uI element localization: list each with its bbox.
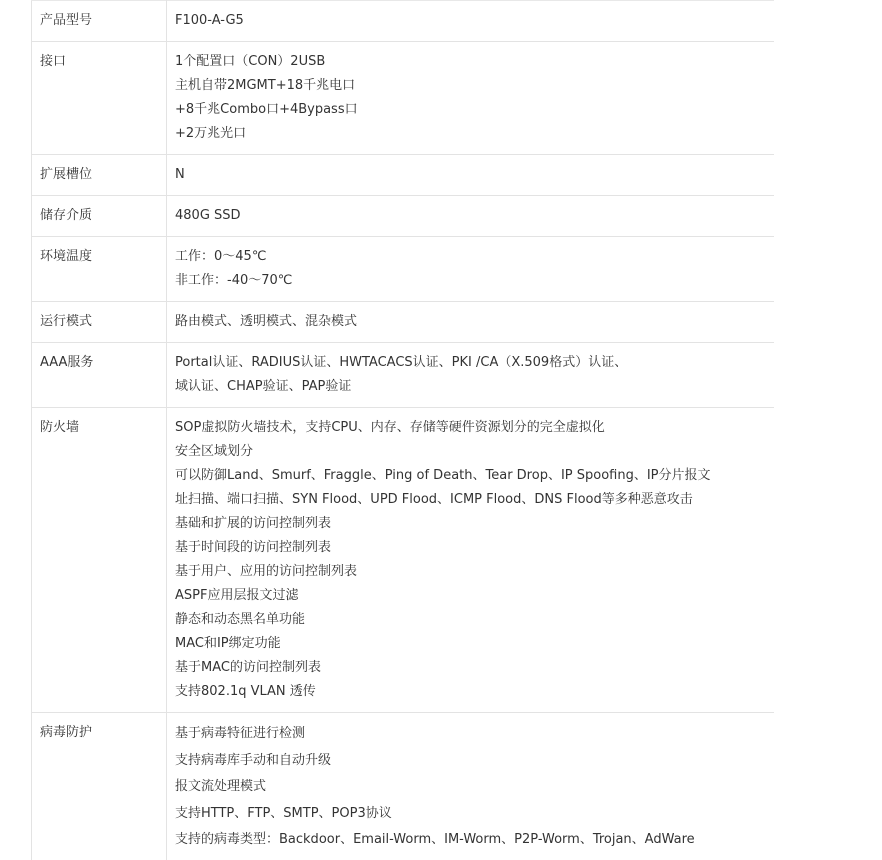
value-line: +2万兆光口 bbox=[175, 126, 247, 141]
value-line: N bbox=[175, 167, 185, 182]
row-value bbox=[167, 302, 775, 343]
row-label: 扩展槽位 bbox=[32, 155, 167, 196]
value-line: 基于用户、应用的访问控制列表 bbox=[175, 564, 358, 579]
value-line: 基于时间段的访问控制列表 bbox=[175, 540, 332, 555]
spec-table bbox=[31, 0, 774, 860]
value-line: 址扫描、端口扫描、SYN Flood、UPD Flood、ICMP Flood、DNS Flood等多种恶意攻击 bbox=[175, 492, 693, 507]
value-line: 可以防御Land、Smurf、Fraggle、Ping of Death、Tear Drop、IP Spoofing、IP分片报文 bbox=[175, 468, 711, 483]
row-value bbox=[167, 42, 775, 155]
value-line: 主机自带2MGMT+18千兆电口 bbox=[175, 78, 356, 93]
row-label: 运行模式 bbox=[32, 302, 167, 343]
row-value bbox=[167, 1, 775, 42]
value-line: 支持病毒库手动和自动升级 bbox=[175, 752, 332, 768]
value-line: SOP虚拟防火墙技术，支持CPU、内存、存储等硬件资源划分的完全虚拟化 bbox=[175, 420, 605, 435]
value-line: 480G SSD bbox=[175, 208, 241, 223]
row-label: 储存介质 bbox=[32, 196, 167, 237]
value-line: 基于病毒特征进行检测 bbox=[175, 726, 306, 741]
value-line: 基于MAC的访问控制列表 bbox=[175, 660, 321, 675]
spec-row-run-mode bbox=[32, 302, 775, 343]
value-line: 支持的病毒类型：Backdoor、Email-Worm、IM-Worm、P2P-Worm、Trojan、AdWare bbox=[175, 832, 695, 848]
row-value bbox=[167, 408, 775, 713]
row-value bbox=[167, 196, 775, 237]
row-label: 病毒防护 bbox=[32, 713, 167, 860]
value-line: 报文流处理模式 bbox=[175, 779, 267, 795]
spec-row-temperature bbox=[32, 237, 775, 302]
value-line: 静态和动态黑名单功能 bbox=[175, 612, 306, 627]
value-line: 域认证、CHAP验证、PAP验证 bbox=[175, 379, 352, 394]
spec-row-model bbox=[32, 1, 775, 42]
row-value bbox=[167, 713, 775, 860]
row-label: AAA服务 bbox=[32, 343, 167, 408]
value-line: ASPF应用层报文过滤 bbox=[175, 588, 299, 603]
spec-row-firewall bbox=[32, 408, 775, 713]
value-line: Portal认证、RADIUS认证、HWTACACS认证、PKI /CA（X.509格式）认证、 bbox=[175, 355, 628, 370]
value-line: 工作：0～45℃ bbox=[175, 249, 267, 264]
spec-row-virus-protection bbox=[32, 713, 775, 860]
row-value bbox=[167, 343, 775, 408]
value-line: +8千兆Combo口+4Bypass口 bbox=[175, 102, 358, 117]
value-line: 路由模式、透明模式、混杂模式 bbox=[175, 314, 358, 329]
value-line: 支持802.1q VLAN 透传 bbox=[175, 684, 316, 699]
row-value bbox=[167, 237, 775, 302]
value-line: 1个配置口（CON）2USB bbox=[175, 54, 326, 69]
spec-row-aaa bbox=[32, 343, 775, 408]
value-line: MAC和IP绑定功能 bbox=[175, 636, 281, 651]
row-label: 产品型号 bbox=[32, 1, 167, 42]
value-line: F100-A-G5 bbox=[175, 13, 244, 28]
value-line: 基础和扩展的访问控制列表 bbox=[175, 516, 332, 531]
value-line: 支持HTTP、FTP、SMTP、POP3协议 bbox=[175, 805, 392, 821]
row-label: 环境温度 bbox=[32, 237, 167, 302]
row-value bbox=[167, 155, 775, 196]
value-line: 安全区域划分 bbox=[175, 444, 254, 459]
row-label: 接口 bbox=[32, 42, 167, 155]
spec-row-interface bbox=[32, 42, 775, 155]
spec-row-storage bbox=[32, 196, 775, 237]
row-label: 防火墙 bbox=[32, 408, 167, 713]
value-line: 非工作：-40～70℃ bbox=[175, 273, 293, 288]
spec-row-expansion-slot bbox=[32, 155, 775, 196]
